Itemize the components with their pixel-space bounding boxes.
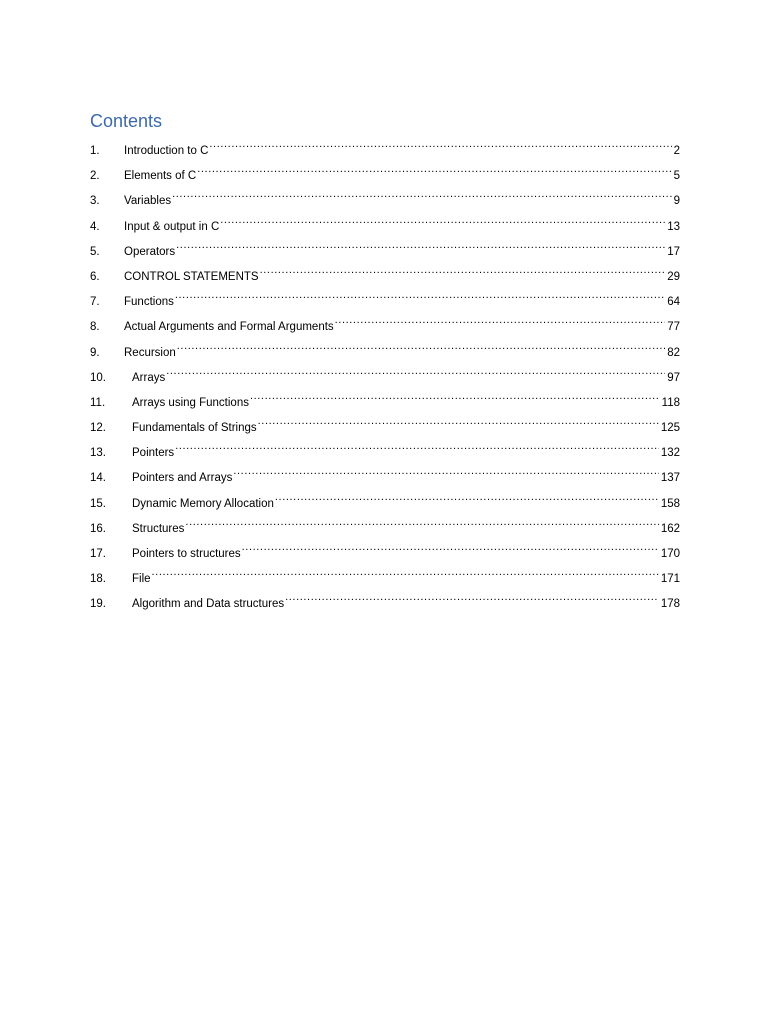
toc-entry-number: 7. [90,296,100,309]
toc-entry-title: Pointers [132,447,175,460]
toc-entry[interactable] [90,461,680,486]
toc-entry-title: Introduction to C [124,145,209,157]
toc-entry-page: 118 [661,396,680,409]
toc-leader-dots [242,537,659,557]
toc-entry-page: 17 [667,245,680,258]
toc-leader-dots [166,361,665,381]
toc-entry-number: 9. [90,346,100,359]
toc-entry-title: Actual Arguments and Formal Arguments [124,321,334,334]
toc-entry-title: Recursion [124,346,176,359]
toc-entry[interactable] [90,411,680,436]
toc-entry-page: 137 [660,472,680,485]
toc-entry-page: 171 [660,573,680,586]
toc-entry-number: 13. [90,447,106,460]
toc-leader-dots [175,436,659,456]
toc-leader-dots [175,285,665,305]
toc-leader-dots [275,487,659,507]
toc-leader-dots [335,310,666,330]
toc-entry-page: 77 [667,321,680,334]
toc-entry-title: Pointers to structures [132,548,241,560]
toc-leader-dots [258,411,659,431]
toc-entry-page: 9 [673,195,680,208]
toc-entry-page: 5 [673,170,680,183]
toc-entry[interactable] [90,587,680,612]
toc-entry-number: 19. [90,598,106,611]
toc-entry[interactable] [90,210,680,235]
toc-entry[interactable] [90,537,680,562]
toc-entry[interactable] [90,386,680,411]
toc-entry[interactable] [90,134,680,159]
toc-entry-title: Operators [124,245,176,258]
toc-heading: Contents [90,111,163,131]
toc-entry-number: 14. [90,472,106,485]
toc-entry-number: 5. [90,245,100,258]
toc-entry-title: Structures [132,522,185,535]
toc-entry-number: 6. [90,270,100,283]
toc-entry-title: Fundamentals of Strings [132,422,257,435]
toc-entry-page: 178 [660,598,680,611]
toc-entry-page: 162 [660,522,680,535]
toc-entry-page: 82 [667,346,680,359]
toc-entry-number: 2. [90,170,100,183]
toc-entry[interactable] [90,487,680,512]
toc-leader-dots [285,587,659,607]
toc-entry-page: 158 [660,497,680,510]
toc-entry-number: 3. [90,195,100,208]
toc-entry-title: Dynamic Memory Allocation [132,497,274,510]
toc-entry[interactable] [90,260,680,285]
toc-leader-dots [233,461,658,481]
toc-entry-title: Input & output in C [124,220,220,233]
toc-entry-title: File [132,573,151,586]
toc-entry-page: 170 [660,548,680,560]
toc-entry[interactable] [90,310,680,335]
toc-leader-dots [177,336,665,356]
toc-entry-page: 29 [667,270,680,283]
toc-leader-dots [185,512,658,532]
toc-entry-page: 2 [673,145,680,157]
toc-entry-title: Algorithm and Data structures [132,598,285,611]
toc-entry-title: Arrays [132,371,166,384]
toc-leader-dots [176,235,665,255]
toc-entry[interactable] [90,285,680,310]
toc-entry-title: Elements of C [124,170,197,183]
toc-entry-number: 11. [90,396,106,409]
toc-entry-number: 17. [90,548,106,560]
toc-entry-number: 16. [90,522,106,535]
toc-entry[interactable] [90,235,680,260]
toc-entry-title: Pointers and Arrays [132,472,233,485]
toc-entry-number: 15. [90,497,106,510]
toc-entry-page: 13 [667,220,680,233]
toc-entry-page: 132 [660,447,680,460]
toc-entry-title: Arrays using Functions [132,396,249,409]
toc-leader-dots [152,562,659,582]
toc-entry[interactable] [90,512,680,537]
toc-entry-title: Variables [124,195,172,208]
toc-entry-page: 125 [660,422,680,435]
toc-leader-dots [220,210,665,230]
toc-entry-page: 64 [667,296,680,309]
toc-entry-number: 8. [90,321,100,334]
toc-entry-page: 97 [667,371,680,384]
toc-leader-dots [172,184,672,204]
toc-leader-dots [209,134,671,154]
toc-entry[interactable] [90,159,680,184]
toc-entry-number: 12. [90,422,106,435]
toc-leader-dots [197,159,671,179]
toc-entry-number: 10. [90,371,106,384]
toc-leader-dots [260,260,666,280]
toc-entry[interactable] [90,184,680,209]
toc-leader-dots [250,386,660,406]
toc-entry-number: 1. [90,145,100,157]
toc-entry[interactable] [90,361,680,386]
toc-entry-title: CONTROL STATEMENTS [124,270,259,283]
toc-entry-title: Functions [124,296,174,309]
toc-list [90,134,680,613]
toc-entry[interactable] [90,436,680,461]
toc-entry-number: 18. [90,573,106,586]
toc-entry-number: 4. [90,220,100,233]
toc-entry[interactable] [90,562,680,587]
toc-entry[interactable] [90,336,680,361]
